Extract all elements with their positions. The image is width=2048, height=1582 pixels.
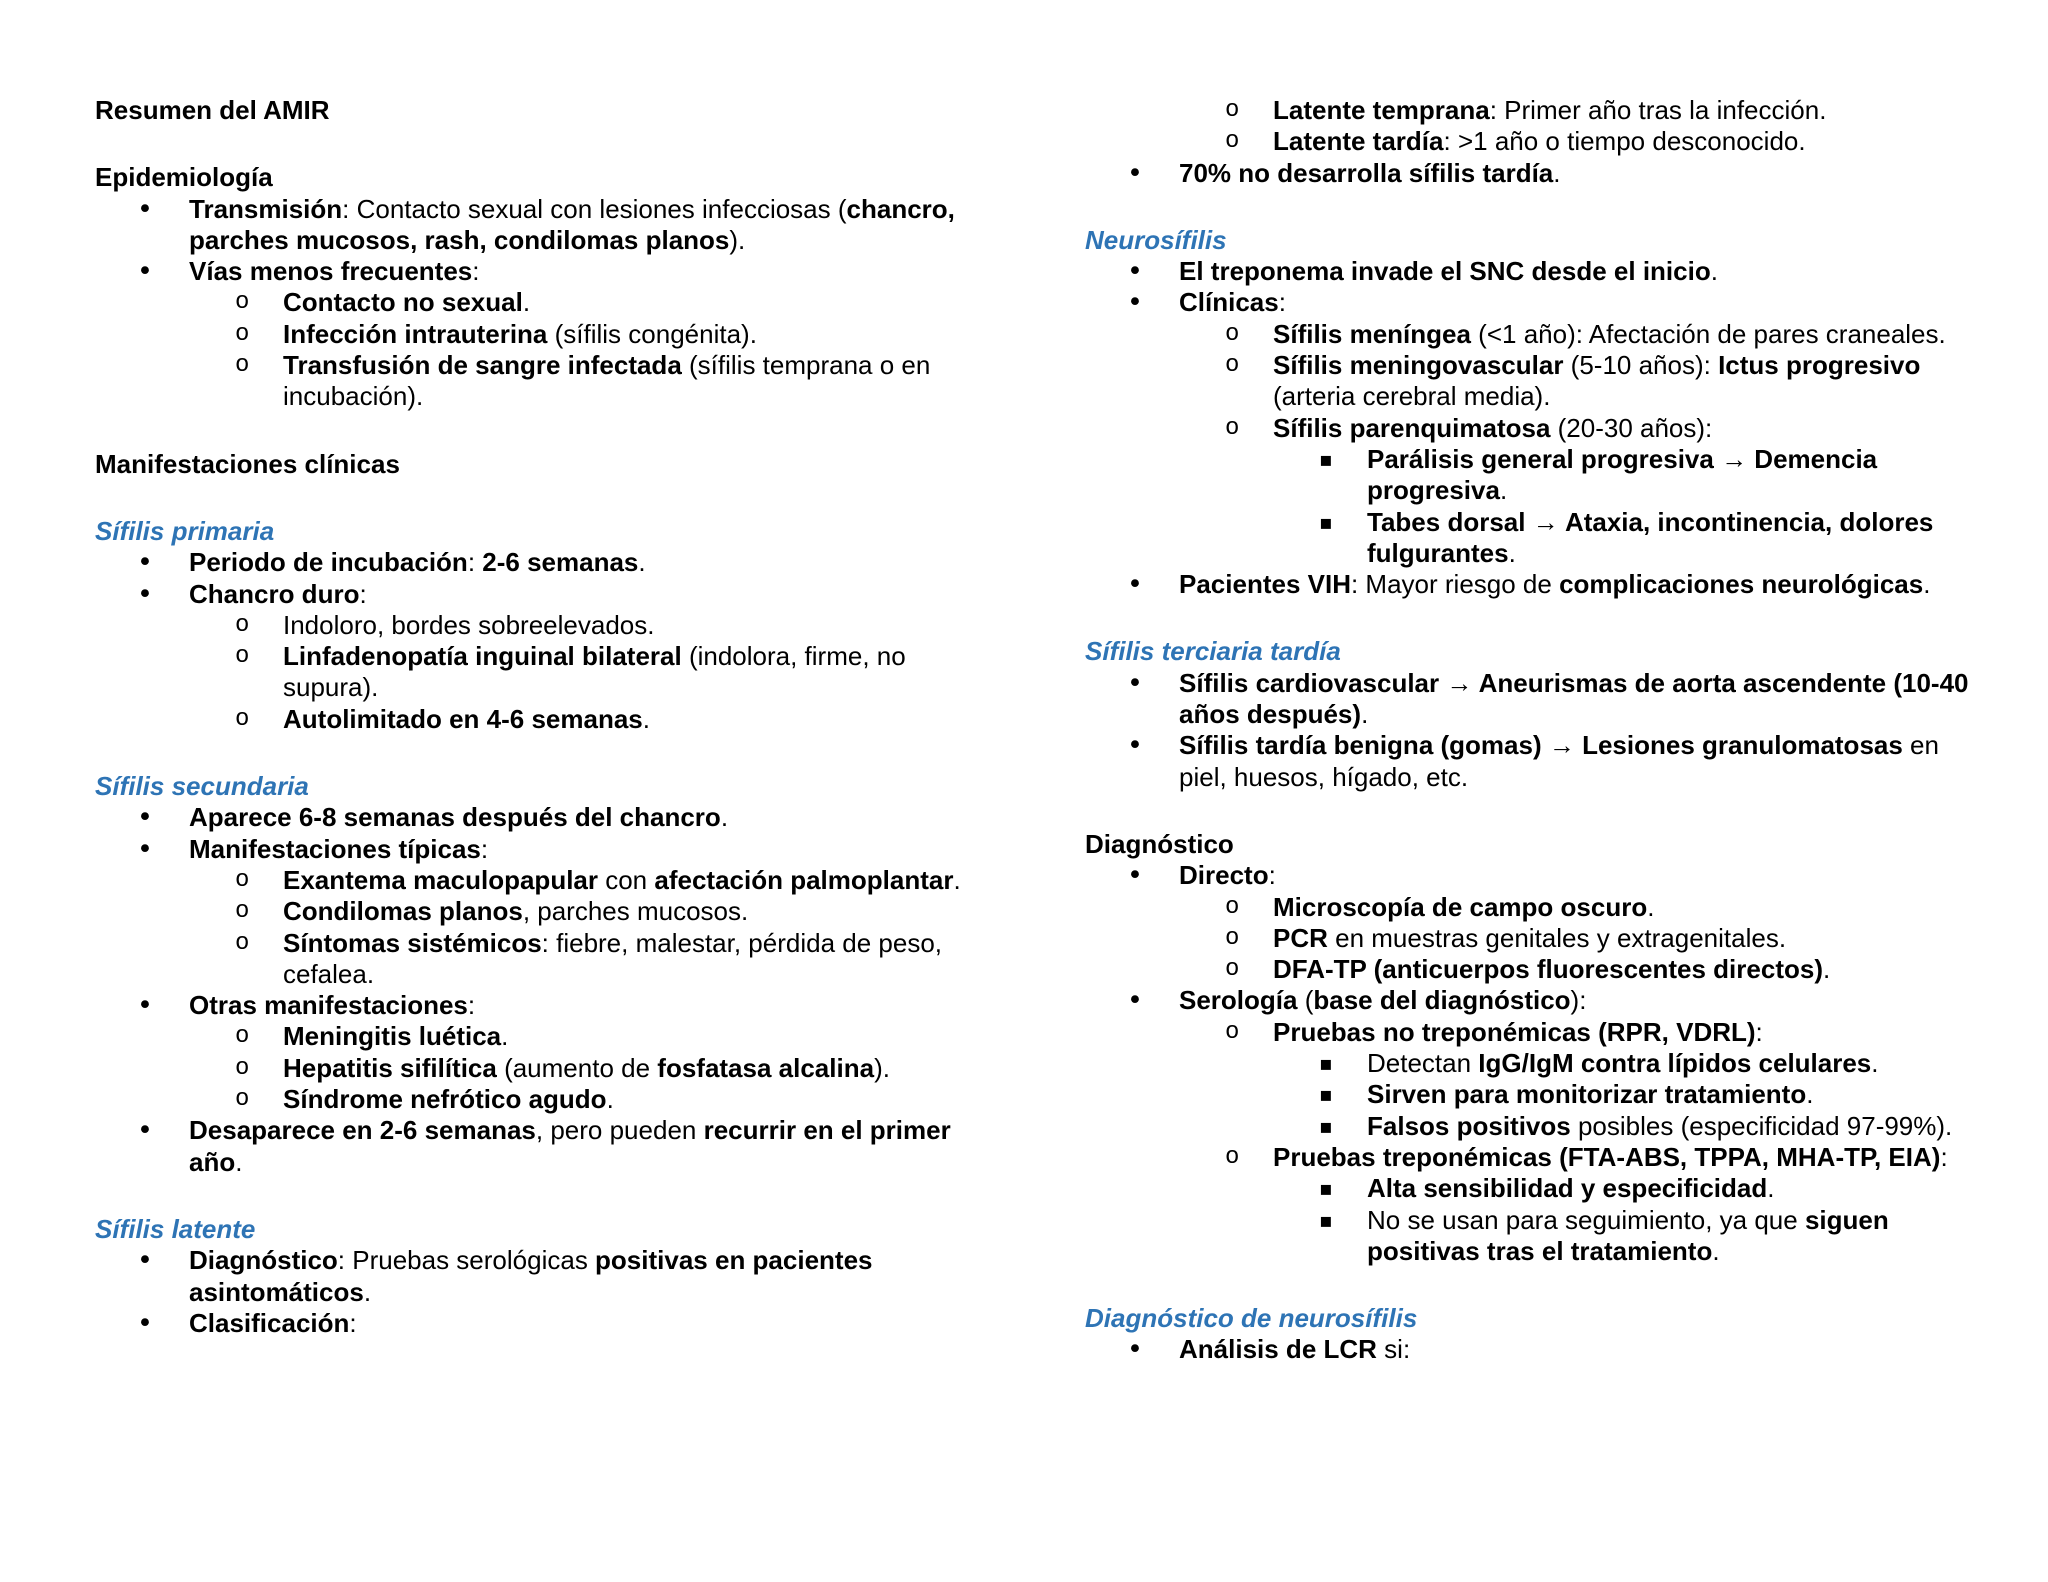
bold-text: Chancro duro <box>189 578 360 609</box>
bold-text: Periodo de incubación <box>189 547 468 578</box>
bold-text: Transfusión de sangre infectada <box>283 350 682 381</box>
bold-text: DFA-TP (anticuerpos fluorescentes directos) <box>1273 954 1823 985</box>
text: : Primer año tras la infección. <box>1489 95 1827 125</box>
bold-text: Condilomas planos <box>283 896 523 927</box>
text: (indolora, firme, no supura). <box>283 641 906 703</box>
text: . <box>1923 569 1931 600</box>
text: (arteria cerebral media). <box>1273 381 1551 412</box>
list-item-text <box>95 350 985 413</box>
text: : <box>472 256 480 287</box>
list-item-text <box>1085 1173 1979 1204</box>
left-column <box>95 95 985 1339</box>
bullet-icon: • <box>1127 569 1143 601</box>
bold-text: Directo <box>1179 860 1269 891</box>
list-item-text <box>1085 1111 1979 1142</box>
section-subheading: Sífilis terciaria tardía <box>1085 636 1341 667</box>
list-item <box>95 896 985 927</box>
text: en muestras genitales y extragenitales. <box>1327 922 1787 953</box>
nested-bullet-list <box>1085 892 1979 986</box>
bold-text: Sífilis meningovascular <box>1273 350 1564 381</box>
circle-bullet-icon: o <box>235 320 250 348</box>
bold-text: Diagnóstico <box>189 1245 338 1276</box>
list-item-text <box>1085 126 1979 157</box>
section-heading: Epidemiología <box>95 162 273 193</box>
section-subheading: Sífilis secundaria <box>95 771 309 802</box>
list-item-text <box>95 990 985 1021</box>
text: . <box>235 1146 243 1177</box>
text: , parches mucosos. <box>522 896 749 927</box>
bold-text: Parálisis general progresiva → Demencia progresiva <box>1367 443 1878 506</box>
bullet-list <box>1085 95 1979 189</box>
bullet-list <box>95 547 985 735</box>
text: ). <box>874 1052 890 1083</box>
bold-text: complicaciones neurológicas <box>1559 569 1924 600</box>
text: Indoloro, bordes sobreelevados. <box>283 609 655 640</box>
square-bullet-icon: ▪ <box>1319 509 1333 534</box>
text: . <box>720 802 729 833</box>
text: . <box>1553 157 1561 188</box>
list-item <box>95 287 985 318</box>
list-item-text <box>95 641 985 704</box>
list-item-text <box>95 865 985 896</box>
circle-bullet-icon: o <box>235 705 250 733</box>
section-heading: Resumen del AMIR <box>95 95 330 125</box>
list-item-text <box>1085 1048 1979 1079</box>
list-item-text <box>1085 350 1979 413</box>
bold-text: Tabes dorsal → Ataxia, incontinencia, dolores fulgurantes <box>1367 506 1934 568</box>
list-item <box>1085 1017 1979 1142</box>
bullet-icon: • <box>1127 730 1143 762</box>
list-item-text <box>95 319 985 350</box>
bullet-icon: • <box>137 547 153 579</box>
square-bullet-icon: ▪ <box>1319 446 1333 471</box>
list-item-text <box>95 1308 985 1339</box>
list-item <box>1085 287 1979 569</box>
bold-text: Transmisión <box>189 193 343 224</box>
circle-bullet-icon: o <box>1225 1143 1240 1171</box>
list-item-text <box>1085 668 1979 731</box>
list-item <box>1085 1205 1979 1268</box>
text: . <box>363 1276 372 1307</box>
bullet-icon: • <box>1127 1334 1143 1366</box>
bold-text: Sífilis cardiovascular → Aneurismas de aorta ascendente (10-40 años después) <box>1179 667 1969 730</box>
circle-bullet-icon: o <box>1225 893 1240 921</box>
list-item <box>1085 1048 1979 1079</box>
list-item-text <box>95 1115 985 1178</box>
text: . <box>1712 1235 1720 1266</box>
text: . <box>1710 256 1718 287</box>
list-item-text <box>95 579 985 610</box>
text: (5-10 años): <box>1563 350 1719 381</box>
text: ). <box>729 224 746 255</box>
text: en piel, huesos, hígado, etc. <box>1179 730 1939 792</box>
text: , pero pueden <box>535 1115 704 1146</box>
list-item-text <box>95 610 985 641</box>
bullet-icon: • <box>137 1115 153 1147</box>
list-item-text <box>1085 730 1979 793</box>
bold-text: recurrir en el primer año <box>189 1115 951 1177</box>
list-item-text <box>1085 95 1979 126</box>
right-column <box>1085 95 1979 1366</box>
list-item-text <box>1085 1017 1979 1048</box>
bullet-list <box>1085 1334 1979 1365</box>
list-item <box>1085 668 1979 731</box>
text: Detectan <box>1367 1048 1479 1079</box>
list-item <box>1085 95 1979 158</box>
bullet-list <box>1085 668 1979 793</box>
section-heading: Manifestaciones clínicas <box>95 448 400 479</box>
list-item <box>1085 413 1979 569</box>
list-item <box>1085 923 1979 954</box>
circle-bullet-icon: o <box>235 643 250 671</box>
text: (<1 año): Afectación de pares craneales. <box>1470 318 1946 349</box>
section-heading: Diagnóstico <box>1085 828 1234 859</box>
list-item <box>1085 860 1979 985</box>
list-item <box>95 256 985 412</box>
bold-text: Vías menos frecuentes <box>189 256 473 287</box>
bullet-icon: • <box>137 990 153 1022</box>
bullet-icon: • <box>1127 256 1143 288</box>
text: . <box>1767 1173 1775 1204</box>
text: . <box>606 1084 614 1115</box>
circle-bullet-icon: o <box>1225 924 1240 952</box>
bullet-icon: • <box>137 1245 153 1277</box>
bold-text: Síndrome nefrótico agudo <box>283 1084 607 1115</box>
square-bullet-icon: ▪ <box>1319 1113 1333 1138</box>
list-item <box>95 704 985 735</box>
text: (aumento de <box>496 1052 658 1083</box>
list-item <box>1085 1111 1979 1142</box>
text: : Contacto sexual con lesiones infecciosas ( <box>342 193 847 224</box>
list-item <box>95 1245 985 1308</box>
list-item-text <box>1085 413 1979 444</box>
list-item <box>95 1021 985 1052</box>
text: : <box>1268 860 1276 891</box>
list-item-text <box>1085 892 1979 923</box>
bold-text: Sirven para monitorizar tratamiento <box>1367 1079 1807 1110</box>
bold-text: PCR <box>1273 922 1328 953</box>
list-item-text <box>1085 287 1979 318</box>
bold-text: Pruebas treponémicas (FTA-ABS, TPPA, MHA-TP, EIA) <box>1273 1141 1941 1172</box>
list-item <box>95 610 985 641</box>
text: . <box>1499 475 1508 506</box>
text: ): <box>1570 985 1587 1016</box>
list-item-text <box>1085 1079 1979 1110</box>
list-item <box>1085 158 1979 189</box>
list-item-text <box>95 194 985 257</box>
nested-bullet-list <box>1085 1048 1979 1142</box>
bold-text: 2-6 semanas <box>482 547 639 578</box>
bullet-icon: • <box>1127 860 1143 892</box>
bold-text: Falsos positivos <box>1367 1110 1571 1141</box>
list-item-text <box>95 834 985 865</box>
circle-bullet-icon: o <box>235 898 250 926</box>
bullet-list <box>95 802 985 1178</box>
circle-bullet-icon: o <box>235 352 250 380</box>
text: . <box>1822 954 1831 985</box>
text: . <box>1806 1079 1814 1110</box>
nested-bullet-list <box>95 287 985 412</box>
text: : <box>1278 287 1286 318</box>
bold-text: Microscopía de campo oscuro <box>1273 891 1648 922</box>
text: : <box>467 990 476 1021</box>
bold-text: Sífilis meníngea <box>1273 318 1471 349</box>
bullet-icon: • <box>137 833 153 865</box>
bullet-icon: • <box>1127 157 1143 189</box>
list-item <box>95 1084 985 1115</box>
list-item <box>1085 319 1979 350</box>
text: (sífilis temprana o en incubación). <box>283 350 931 412</box>
text: . <box>953 864 961 895</box>
list-item <box>95 641 985 704</box>
list-item-text <box>95 1021 985 1052</box>
list-item-text <box>1085 1334 1979 1365</box>
bold-text: Manifestaciones típicas <box>189 833 481 864</box>
list-item-text <box>95 547 985 578</box>
bold-text: Desaparece en 2-6 semanas <box>189 1115 536 1146</box>
bold-text: positivas en pacientes asintomáticos <box>189 1245 873 1307</box>
bullet-icon: • <box>137 193 153 225</box>
list-item <box>1085 569 1979 600</box>
square-bullet-icon: ▪ <box>1319 1207 1333 1232</box>
bold-text: Ictus progresivo <box>1718 350 1921 381</box>
square-bullet-icon: ▪ <box>1319 1051 1333 1076</box>
list-item-text <box>1085 507 1979 570</box>
bold-text: Clínicas <box>1179 287 1279 318</box>
bold-text: 70% no desarrolla sífilis tardía <box>1179 157 1554 188</box>
bold-text: Sífilis parenquimatosa <box>1273 412 1551 443</box>
bold-text: Autolimitado en 4-6 semanas <box>283 703 643 734</box>
text: . <box>522 287 531 318</box>
text: . <box>1508 537 1516 568</box>
section-subheading: Sífilis latente <box>95 1213 256 1244</box>
nested-bullet-list <box>1085 319 1979 569</box>
list-item <box>95 1308 985 1339</box>
nested-bullet-list <box>95 865 985 990</box>
bold-text: Exantema maculopapular <box>283 864 598 895</box>
bold-text: Linfadenopatía inguinal bilateral <box>283 641 682 672</box>
bold-text: Serología <box>1179 985 1298 1016</box>
text: No se usan para seguimiento, ya que <box>1367 1204 1805 1235</box>
list-item-text <box>95 1084 985 1115</box>
nested-bullet-list <box>1085 1017 1979 1267</box>
list-item-text <box>1085 319 1979 350</box>
list-item <box>95 1053 985 1084</box>
bold-text: Contacto no sexual <box>283 287 523 318</box>
list-item-text <box>1085 860 1979 891</box>
text: (20-30 años): <box>1550 412 1713 443</box>
circle-bullet-icon: o <box>235 866 250 894</box>
text: : Pruebas serológicas <box>337 1245 596 1276</box>
list-item <box>1085 985 1979 1267</box>
list-item-text <box>95 802 985 833</box>
text: . <box>638 547 646 578</box>
bold-text: Latente tardía <box>1273 126 1444 157</box>
text: : <box>467 547 483 578</box>
circle-bullet-icon: o <box>1225 97 1240 124</box>
list-item-text <box>1085 923 1979 954</box>
list-item-text <box>1085 1142 1979 1173</box>
list-item-text <box>95 896 985 927</box>
bold-text: afectación palmoplantar <box>654 864 954 895</box>
bold-text: Pacientes VIH <box>1179 569 1351 600</box>
bold-text: chancro, parches mucosos, rash, condilomas planos <box>189 193 955 255</box>
bullet-list <box>1085 860 1979 1267</box>
text: (sífilis congénita). <box>547 318 757 349</box>
circle-bullet-icon: o <box>235 929 250 957</box>
bullet-icon: • <box>137 578 153 610</box>
list-item-text <box>95 928 985 991</box>
square-bullet-icon: ▪ <box>1319 1082 1333 1107</box>
bullet-list <box>95 194 985 413</box>
list-item <box>1085 1173 1979 1204</box>
text: : <box>349 1307 357 1338</box>
text: : fiebre, malestar, pérdida de peso, cefalea. <box>283 927 943 989</box>
nested-bullet-list <box>95 1021 985 1115</box>
text: ( <box>1297 985 1314 1016</box>
bullet-list <box>1085 256 1979 600</box>
list-item <box>1085 954 1979 985</box>
bold-text: Otras manifestaciones <box>189 990 468 1021</box>
list-item <box>95 865 985 896</box>
bold-text: Meningitis luética <box>283 1021 502 1052</box>
section-subheading: Diagnóstico de neurosífilis <box>1085 1303 1418 1334</box>
list-item-text <box>95 1053 985 1084</box>
list-item-text <box>95 287 985 318</box>
list-item-text <box>1085 1205 1979 1268</box>
bullet-icon: • <box>137 1307 153 1339</box>
text: . <box>1361 699 1369 730</box>
nested-bullet-list <box>95 610 985 735</box>
circle-bullet-icon: o <box>1225 320 1240 348</box>
list-item <box>95 1115 985 1178</box>
text: si: <box>1376 1334 1411 1365</box>
list-item <box>95 928 985 991</box>
list-item <box>95 990 985 1115</box>
list-item-text <box>1085 569 1979 600</box>
list-item <box>1085 507 1979 570</box>
bullet-icon: • <box>1127 287 1143 319</box>
bullet-icon: • <box>1127 667 1143 699</box>
text: : <box>1755 1016 1763 1047</box>
list-item-text <box>1085 985 1979 1016</box>
list-item-text <box>1085 444 1979 507</box>
list-item <box>1085 350 1979 413</box>
list-item <box>1085 126 1979 157</box>
circle-bullet-icon: o <box>235 1054 250 1082</box>
circle-bullet-icon: o <box>1225 956 1240 984</box>
list-item-text <box>1085 158 1979 189</box>
list-item <box>95 547 985 578</box>
bullet-icon: • <box>137 802 153 834</box>
text: . <box>1871 1048 1879 1079</box>
list-item <box>1085 892 1979 923</box>
list-item <box>95 350 985 413</box>
list-item-text <box>95 1245 985 1308</box>
text: : Mayor riesgo de <box>1350 569 1560 600</box>
list-item-text <box>95 704 985 735</box>
text: . <box>642 703 650 734</box>
text: : <box>480 833 489 864</box>
bold-text: Análisis de LCR <box>1179 1334 1377 1365</box>
list-item <box>1085 1142 1979 1267</box>
bold-text: Infección intrauterina <box>283 318 548 349</box>
bullet-list <box>95 1245 985 1339</box>
circle-bullet-icon: o <box>1225 352 1240 380</box>
list-item <box>1085 1334 1979 1365</box>
bold-text: fosfatasa alcalina <box>657 1052 875 1083</box>
list-item <box>1085 444 1979 507</box>
section-subheading: Neurosífilis <box>1085 224 1227 255</box>
circle-bullet-icon: o <box>235 289 250 317</box>
circle-bullet-icon: o <box>1225 128 1240 156</box>
circle-bullet-icon: o <box>235 1086 250 1114</box>
section-subheading: Sífilis primaria <box>95 515 275 546</box>
text: : <box>359 578 367 609</box>
list-item <box>95 194 985 257</box>
bold-text: siguen positivas tras el tratamiento <box>1367 1204 1889 1266</box>
text: . <box>501 1021 509 1052</box>
bullet-icon: • <box>1127 985 1143 1017</box>
text: posibles (especificidad 97-99%). <box>1570 1110 1953 1141</box>
bold-text: Clasificación <box>189 1307 350 1338</box>
circle-bullet-icon: o <box>235 611 250 639</box>
list-item <box>95 319 985 350</box>
bold-text: Aparece 6-8 semanas después del chancro <box>189 802 721 833</box>
list-item <box>95 579 985 735</box>
bold-text: Síntomas sistémicos <box>283 927 542 958</box>
list-item <box>95 834 985 990</box>
text: : >1 año o tiempo desconocido. <box>1443 126 1806 157</box>
list-item <box>1085 1079 1979 1110</box>
list-item <box>1085 95 1979 126</box>
bold-text: Alta sensibilidad y especificidad <box>1367 1173 1768 1204</box>
text: . <box>1647 891 1655 922</box>
text: : <box>1940 1141 1948 1172</box>
circle-bullet-icon: o <box>1225 414 1240 442</box>
nested-bullet-list <box>1085 1173 1979 1267</box>
bold-text: Pruebas no treponémicas (RPR, VDRL) <box>1273 1016 1756 1047</box>
bullet-icon: • <box>137 256 153 288</box>
bold-text: base del diagnóstico <box>1313 985 1571 1016</box>
list-item <box>1085 730 1979 793</box>
nested-bullet-list <box>1085 95 1979 158</box>
square-bullet-icon: ▪ <box>1319 1176 1333 1201</box>
text: con <box>598 864 655 895</box>
list-item <box>1085 256 1979 287</box>
list-item-text <box>1085 256 1979 287</box>
circle-bullet-icon: o <box>1225 1018 1240 1046</box>
bold-text: IgG/IgM contra lípidos celulares <box>1478 1048 1872 1079</box>
list-item-text <box>95 256 985 287</box>
list-item-text <box>1085 954 1979 985</box>
list-item <box>95 802 985 833</box>
nested-bullet-list <box>1085 444 1979 569</box>
circle-bullet-icon: o <box>235 1023 250 1051</box>
bold-text: El treponema invade el SNC desde el inicio <box>1179 256 1711 287</box>
bold-text: Hepatitis sifilítica <box>283 1052 497 1083</box>
bold-text: Latente temprana <box>1273 95 1490 125</box>
bold-text: Sífilis tardía benigna (gomas) → Lesiones granulomatosas <box>1179 730 1903 761</box>
